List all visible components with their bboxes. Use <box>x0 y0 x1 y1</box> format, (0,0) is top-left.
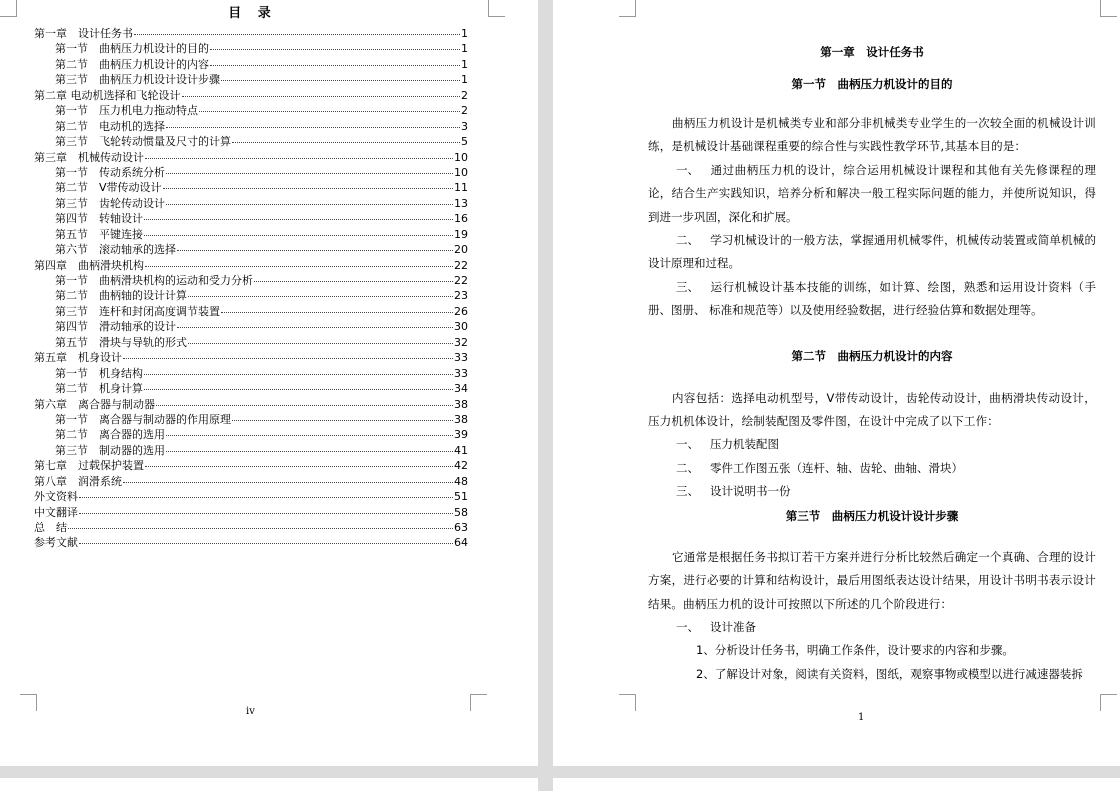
toc-entry-label: 第一节 压力机电力拖动特点 <box>55 104 198 118</box>
toc-leader <box>144 379 453 390</box>
toc-leader <box>221 70 460 81</box>
toc-entry-label: 总 结 <box>34 521 67 534</box>
toc-entry-page: 1 <box>461 42 468 56</box>
page-number: iv <box>246 706 255 717</box>
toc-leader <box>210 39 460 50</box>
toc-leader <box>79 533 453 544</box>
toc-entry-page: 22 <box>454 274 468 287</box>
section-title: 第二节 曲柄压力机设计的内容 <box>791 348 953 363</box>
toc-entry-page: 51 <box>454 490 468 504</box>
toc-entry-label: 第一节 离合器与制动器的作用原理 <box>55 412 231 426</box>
paragraph: 曲柄压力机设计是机械类专业和部分非机械类专业学生的一次较全面的机械设计训练，是机械设计基础课程重要的综合性与实践性教学环节,其基本目的是： <box>648 116 1096 154</box>
toc-leader <box>145 456 453 467</box>
toc-entry-page: 10 <box>454 150 468 164</box>
content-page <box>553 0 1120 766</box>
toc-entry-page: 32 <box>454 335 468 349</box>
toc-entry-label: 第六节 滚动轴承的选择 <box>55 243 176 257</box>
toc-entry-label: 第二章 电动机选择和飞轮设计 <box>34 88 181 102</box>
toc-entry-label: 参考文献 <box>34 536 78 550</box>
toc-leader <box>123 348 453 359</box>
toc-entry-label: 第一节 曲柄压力机设计的目的 <box>55 42 209 56</box>
toc-leader <box>134 24 460 35</box>
crop-mark <box>1100 0 1117 17</box>
toc-entry-label: 第五节 滑块与导轨的形式 <box>55 335 187 349</box>
toc-entry-page: 5 <box>461 135 468 149</box>
paragraph: 内容包括：选择电动机型号，V带传动设计，齿轮传动设计，曲柄滑块传动设计，压力机机体设计，绘制装配图及零件图，在设计中完成了以下工作： <box>648 390 1096 429</box>
toc-leader <box>79 503 453 514</box>
list-item: 三、 运行机械设计基本技能的训练，如计算、绘图，熟悉和运用设计资料（手册、图册、 标准和规范等）以及使用经验数据，进行经验估算和数据处理等。 <box>648 279 1096 318</box>
crop-mark <box>1100 694 1117 711</box>
toc-leader <box>232 410 453 421</box>
section-title: 第三节 曲柄压力机设计设计步骤 <box>785 508 959 523</box>
toc-entry-page: 1 <box>461 73 468 87</box>
toc-entry-page: 1 <box>461 27 468 40</box>
toc-entry-label: 第三节 制动器的选用 <box>55 443 165 457</box>
toc-leader <box>144 209 453 220</box>
list-item: 一、 设计准备 <box>676 619 756 634</box>
chapter-title: 第一章 设计任务书 <box>820 45 924 59</box>
toc-leader <box>188 286 453 297</box>
toc-entry-label: 第三节 曲柄压力机设计设计步骤 <box>55 73 220 87</box>
toc-entry-label: 第二节 曲柄轴的设计计算 <box>55 289 187 303</box>
toc-entry[interactable] <box>34 535 468 550</box>
section-title: 第一节 曲柄压力机设计的目的 <box>791 77 953 91</box>
toc-entry-page: 38 <box>454 412 468 426</box>
toc-entry-label: 第七章 过载保护装置 <box>34 459 144 473</box>
document-body <box>648 40 1096 686</box>
paragraph: 它通常是根据任务书拟订若干方案并进行分析比较然后确定一个真确、合理的设计方案，进行必要的计算和结构设计，最后用图纸表达设计结果，用设计书明书表示设计结果。曲柄压力机的设计可按照以下所述的几个阶段进行： <box>648 549 1096 611</box>
toc-leader <box>210 55 460 66</box>
next-page-edge <box>553 778 1120 791</box>
toc-entry-page: 2 <box>461 88 468 102</box>
crop-mark <box>619 694 636 711</box>
toc-entry-label: 第六章 离合器与制动器 <box>34 397 155 411</box>
toc-leader <box>188 333 453 344</box>
toc-entry-label: 第一节 机身结构 <box>55 366 143 380</box>
toc-leader <box>166 117 460 128</box>
toc-leader <box>182 86 461 97</box>
next-page-edge <box>0 778 538 791</box>
toc-entry-page: 16 <box>454 212 468 226</box>
list-subitem: 1、分析设计任务书，明确工作条件，设计要求的内容和步骤。 <box>696 643 1014 658</box>
toc-entry-page: 39 <box>454 428 468 442</box>
toc-entry-page: 58 <box>454 505 468 519</box>
toc-entry-label: 第一节 传动系统分析 <box>55 165 165 179</box>
toc-leader <box>166 194 453 205</box>
list-subitem: 2、了解设计对象，阅读有关资料，图纸，观察事物或模型以进行减速器装拆 <box>696 666 1083 681</box>
toc-leader <box>232 132 460 143</box>
list-item: 三、 设计说明书一份 <box>676 484 791 499</box>
toc-entry-page: 41 <box>454 443 468 457</box>
toc-leader <box>144 225 453 236</box>
toc-leader <box>156 395 453 406</box>
toc-leader <box>79 487 453 498</box>
toc-entry-page: 2 <box>461 104 468 118</box>
toc-entry-label: 第一章 设计任务书 <box>34 27 133 40</box>
toc-entry-label: 第三章 机械传动设计 <box>34 150 144 164</box>
toc-entry-page: 3 <box>461 119 468 133</box>
toc-page <box>0 0 538 766</box>
toc-entry-page: 64 <box>454 536 468 550</box>
toc-entry-page: 33 <box>454 351 468 365</box>
toc-entry-page: 22 <box>454 258 468 272</box>
toc-entry-label: 第五章 机身设计 <box>34 351 122 365</box>
crop-mark <box>0 0 17 17</box>
toc-leader <box>166 441 453 452</box>
toc-entry-page: 42 <box>454 459 468 473</box>
toc-entry-page: 11 <box>454 181 468 195</box>
toc-leader <box>123 472 453 483</box>
toc-entry-label: 第四节 转轴设计 <box>55 212 143 226</box>
toc-entry-page: 10 <box>454 165 468 179</box>
toc-entry-label: 第三节 连杆和封闭高度调节装置 <box>55 304 220 318</box>
toc-leader <box>145 148 453 159</box>
toc-leader <box>163 178 453 189</box>
toc-entry-label: 第二节 曲柄压力机设计的内容 <box>55 57 209 71</box>
toc-entry-page: 23 <box>454 289 468 303</box>
toc-entry-page: 13 <box>454 196 468 210</box>
crop-mark <box>619 0 636 17</box>
toc-leader <box>177 240 453 251</box>
crop-mark <box>488 0 505 17</box>
toc-entry-label: 第四节 滑动轴承的设计 <box>55 320 176 334</box>
toc-entry-label: 第三节 飞轮转动惯量及尺寸的计算 <box>55 135 231 149</box>
list-item: 二、 学习机械设计的一般方法，掌握通用机械零件，机械传动装置或简单机械的设计原理和过程。 <box>648 233 1096 271</box>
toc-entry-page: 34 <box>454 382 468 396</box>
toc-leader <box>177 317 453 328</box>
toc-entry-label: 第五节 平键连接 <box>55 227 143 241</box>
toc-leader <box>254 271 453 282</box>
crop-mark <box>20 694 37 711</box>
toc-entry-label: 中文翻译 <box>34 505 78 519</box>
toc-entry-page: 20 <box>454 243 468 257</box>
toc-entry-label: 外文资料 <box>34 490 78 504</box>
toc-leader <box>166 163 453 174</box>
toc-entry-label: 第三节 齿轮传动设计 <box>55 196 165 210</box>
toc-entry-page: 26 <box>454 304 468 318</box>
toc-title: 目 录 <box>228 6 277 21</box>
toc-list <box>34 26 468 551</box>
toc-entry-page: 30 <box>454 320 468 334</box>
toc-entry-label: 第八章 润滑系统 <box>34 474 122 488</box>
toc-leader <box>68 518 453 529</box>
crop-mark <box>470 694 487 711</box>
toc-entry-page: 48 <box>454 474 468 488</box>
toc-entry-page: 19 <box>454 227 468 241</box>
list-item: 二、 零件工作图五张（连杆、轴、齿轮、曲轴、滑块） <box>676 460 963 475</box>
list-item: 一、 压力机装配图 <box>676 437 779 452</box>
toc-leader <box>144 364 453 375</box>
page-number: 1 <box>858 712 865 723</box>
toc-leader <box>166 425 453 436</box>
toc-entry-label: 第四章 曲柄滑块机构 <box>34 258 144 272</box>
toc-entry-page: 38 <box>454 397 468 411</box>
toc-entry-label: 第一节 曲柄滑块机构的运动和受力分析 <box>55 274 253 287</box>
toc-entry-label: 第二节 离合器的选用 <box>55 428 165 442</box>
list-item: 一、 通过曲柄压力机的设计，综合运用机械设计课程和其他有关先修课程的理论，结合生产实践知识，培养分析和解决一般工程实际问题的能力，并使所说知识，得到进一步巩固，深化和扩展。 <box>648 162 1096 224</box>
toc-leader <box>221 302 453 313</box>
toc-entry-label: 第二节 V带传动设计 <box>55 181 162 195</box>
toc-entry-label: 第二节 机身计算 <box>55 382 143 396</box>
toc-leader <box>199 101 460 112</box>
toc-entry-page: 63 <box>454 521 468 534</box>
toc-entry-page: 1 <box>461 57 468 71</box>
toc-entry-label: 第二节 电动机的选择 <box>55 119 165 133</box>
toc-entry-page: 33 <box>454 366 468 380</box>
toc-leader <box>145 256 453 267</box>
